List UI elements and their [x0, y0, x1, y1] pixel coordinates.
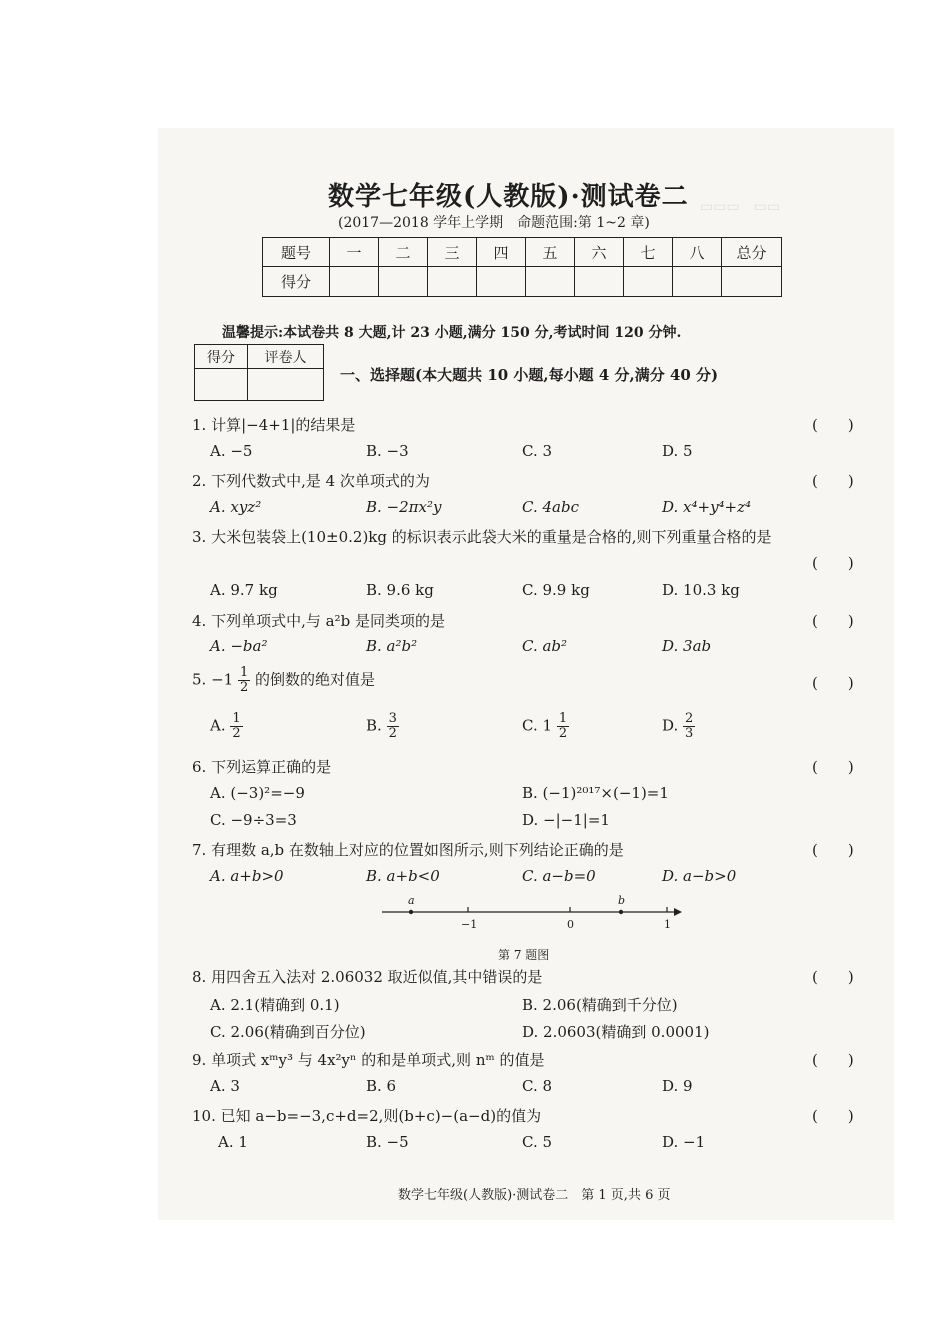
option-c: C. 9.9 kg	[522, 581, 590, 599]
tick-label-neg1: −1	[461, 918, 478, 931]
option-b: B. 6	[366, 1077, 397, 1095]
tick-label-0: 0	[567, 918, 574, 931]
fraction	[387, 712, 399, 741]
question-stem: 2. 下列代数式中,是 4 次单项式的为	[192, 472, 430, 490]
option-d: D. x⁴+y⁴+z⁴	[662, 498, 752, 516]
option-label: D.	[662, 716, 679, 735]
exam-subtitle: (2017—2018 学年上学期 命题范围:第 1~2 章)	[338, 215, 650, 231]
option-b: B. −5	[366, 1133, 409, 1151]
fraction-numerator: 1	[232, 711, 241, 726]
point-a-label: a	[408, 894, 415, 907]
score-table-header: 四	[477, 238, 526, 267]
option-c: C. ab²	[522, 637, 568, 655]
question-stem-post: 的倒数的绝对值是	[255, 670, 376, 689]
option-b: B. 2.06(精确到千分位)	[522, 996, 678, 1014]
option-d: D. 9	[662, 1077, 693, 1095]
page-footer: 数学七年级(人教版)·测试卷二 第 1 页,共 6 页	[398, 1188, 671, 1203]
fraction-denominator: 3	[685, 726, 694, 741]
option-c: C. a−b=0	[522, 867, 596, 885]
score-table-header: 七	[624, 238, 673, 267]
bleed-through-text: ▭▭▭ ▭▭	[700, 199, 781, 215]
score-cell	[379, 267, 428, 297]
option-label: B.	[366, 716, 382, 735]
option-d	[662, 712, 695, 741]
question-stem-pre: 5. −1	[192, 670, 234, 689]
grader-score-label: 得分	[195, 345, 248, 369]
option-c: C. 8	[522, 1077, 553, 1095]
score-table	[262, 237, 782, 297]
score-table-header: 一	[330, 238, 379, 267]
question-stem: 4. 下列单项式中,与 a²b 是同类项的是	[192, 612, 445, 630]
fraction-numerator: 1	[558, 711, 568, 726]
answer-paren: ( )	[812, 968, 854, 986]
option-a: A. −5	[210, 442, 253, 460]
option-a: A. 3	[210, 1077, 240, 1095]
option-d: D. a−b>0	[662, 867, 737, 885]
option-a: A. −ba²	[210, 637, 268, 655]
answer-paren: ( )	[812, 758, 854, 776]
score-cell	[330, 267, 379, 297]
option-c: C. 4abc	[522, 498, 579, 516]
option-a: A. xyz²	[210, 498, 262, 516]
option-d: D. 3ab	[662, 637, 712, 655]
fraction-denominator: 2	[388, 726, 397, 741]
score-table-header: 五	[526, 238, 575, 267]
option-d: D. −1	[662, 1133, 706, 1151]
option-d: D. 2.0603(精确到 0.0001)	[522, 1023, 710, 1041]
answer-paren: ( )	[812, 416, 854, 434]
score-table-header: 六	[575, 238, 624, 267]
option-b: B. −3	[366, 442, 409, 460]
question-stem	[192, 666, 375, 695]
option-b	[366, 712, 399, 741]
score-table-header: 题号	[263, 238, 330, 267]
option-a: A. 1	[218, 1133, 248, 1151]
option-b: B. −2πx²y	[366, 498, 442, 516]
answer-paren: ( )	[812, 472, 854, 490]
answer-paren: ( )	[812, 554, 854, 572]
score-table-header: 总分	[722, 238, 782, 267]
question-stem: 8. 用四舍五入法对 2.06032 取近似值,其中错误的是	[192, 968, 543, 986]
score-cell	[673, 267, 722, 297]
fraction	[683, 712, 695, 741]
option-d: D. 5	[662, 442, 693, 460]
option-b: B. a²b²	[366, 637, 418, 655]
option-c	[522, 712, 569, 741]
answer-paren: ( )	[812, 1051, 854, 1069]
answer-paren: ( )	[812, 674, 854, 692]
question-stem: 9. 单项式 xᵐy³ 与 4x²yⁿ 的和是单项式,则 nᵐ 的值是	[192, 1051, 545, 1069]
grader-box	[194, 344, 324, 401]
answer-paren: ( )	[812, 841, 854, 859]
score-cell	[624, 267, 673, 297]
fraction-denominator: 2	[239, 680, 249, 695]
fraction-denominator: 2	[232, 726, 241, 741]
option-c: C. 2.06(精确到百分位)	[210, 1023, 366, 1041]
option-a: A. a+b>0	[210, 867, 284, 885]
exam-title: 数学七年级(人教版)·测试卷二	[328, 182, 689, 212]
grader-name-label: 评卷人	[248, 345, 324, 369]
option-a: A. 9.7 kg	[210, 581, 278, 599]
option-c: C. 3	[522, 442, 553, 460]
tick-label-1: 1	[664, 918, 671, 931]
answer-paren: ( )	[812, 612, 854, 630]
score-cell	[575, 267, 624, 297]
fraction	[230, 712, 242, 741]
number-line-figure	[370, 890, 690, 940]
option-label: A.	[210, 716, 226, 735]
option-a: A. (−3)²=−9	[210, 784, 305, 802]
question-stem: 6. 下列运算正确的是	[192, 758, 332, 776]
question-stem: 10. 已知 a−b=−3,c+d=2,则(b+c)−(a−d)的值为	[192, 1107, 542, 1125]
option-b: B. a+b<0	[366, 867, 440, 885]
fraction-denominator: 2	[558, 726, 568, 741]
question-stem: 3. 大米包装袋上(10±0.2)kg 的标识表示此袋大米的重量是合格的,则下列重量合格的是	[192, 528, 772, 546]
score-table-header: 二	[379, 238, 428, 267]
score-row-label: 得分	[263, 267, 330, 297]
score-table-header: 三	[428, 238, 477, 267]
score-table-header: 八	[673, 238, 722, 267]
grader-name-cell	[248, 369, 324, 401]
answer-paren: ( )	[812, 1107, 854, 1125]
option-label: C. 1	[522, 716, 553, 735]
score-cell	[722, 267, 782, 297]
fraction-numerator: 3	[388, 711, 397, 726]
option-d: D. −|−1|=1	[522, 811, 610, 829]
point-a-dot	[409, 910, 413, 914]
fraction	[557, 712, 569, 741]
option-d: D. 10.3 kg	[662, 581, 740, 599]
option-b: B. 9.6 kg	[366, 581, 434, 599]
question-stem: 1. 计算|−4+1|的结果是	[192, 416, 356, 434]
point-b-dot	[619, 910, 623, 914]
option-a	[210, 712, 243, 741]
exam-tip: 温馨提示:本试卷共 8 大题,计 23 小题,满分 150 分,考试时间 120 分钟.	[222, 325, 682, 341]
fraction	[238, 666, 250, 695]
option-a: A. 2.1(精确到 0.1)	[210, 996, 340, 1014]
fraction-numerator: 1	[239, 665, 249, 680]
number-line-arrow	[674, 908, 682, 916]
section-title: 一、选择题(本大题共 10 小题,每小题 4 分,满分 40 分)	[340, 366, 719, 384]
question-stem: 7. 有理数 a,b 在数轴上对应的位置如图所示,则下列结论正确的是	[192, 841, 624, 859]
score-cell	[428, 267, 477, 297]
score-cell	[477, 267, 526, 297]
option-b: B. (−1)²⁰¹⁷×(−1)=1	[522, 784, 669, 802]
option-c: C. −9÷3=3	[210, 811, 297, 829]
option-c: C. 5	[522, 1133, 553, 1151]
fraction-numerator: 2	[685, 711, 694, 726]
grader-score-cell	[195, 369, 248, 401]
score-cell	[526, 267, 575, 297]
point-b-label: b	[618, 894, 626, 907]
figure-caption: 第 7 题图	[498, 948, 550, 962]
